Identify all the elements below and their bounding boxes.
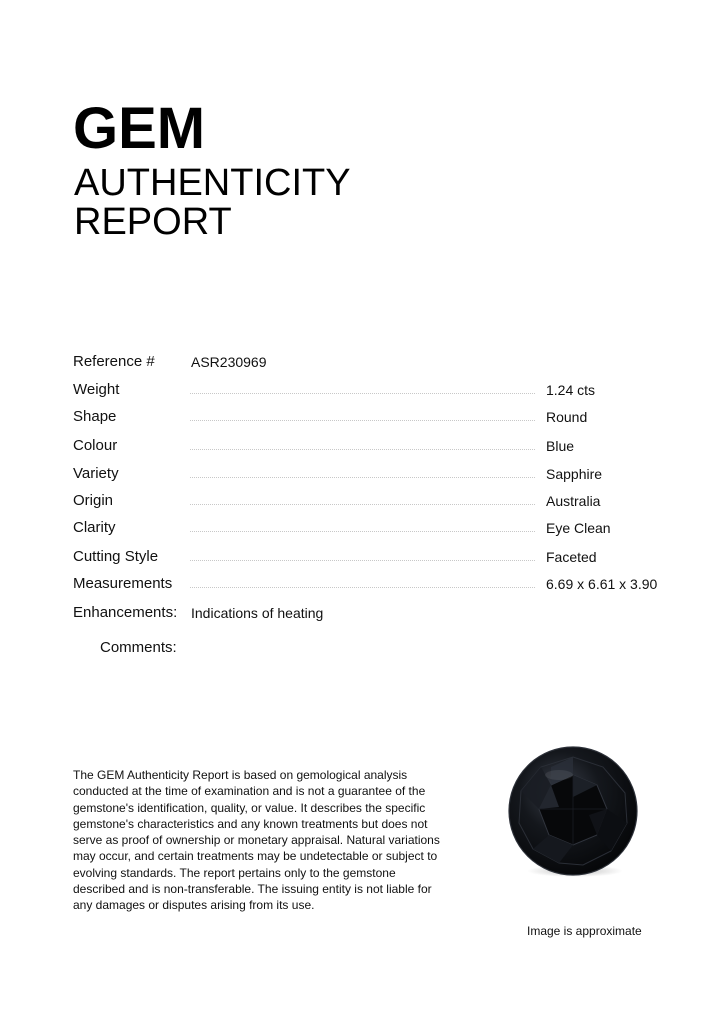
dotted-leader: [190, 449, 535, 450]
spec-value: 1.24 cts: [546, 382, 596, 398]
gemstone-icon: [507, 745, 641, 879]
dotted-leader: [190, 420, 535, 421]
spec-row-weight: [0, 380, 724, 400]
spec-value: Faceted: [546, 549, 597, 565]
spec-row-origin: [0, 491, 724, 511]
spec-row-clarity: [0, 518, 724, 538]
spec-row-shape: [0, 407, 724, 427]
spec-row-colour: [0, 436, 724, 456]
spec-value: Sapphire: [546, 466, 603, 482]
dotted-leader: [190, 560, 535, 561]
reference-label: Reference #: [73, 353, 155, 370]
dotted-leader: [190, 393, 535, 394]
enhancements-value: Indications of heating: [191, 605, 324, 621]
gemstone-image: [507, 745, 641, 879]
spec-value: 6.69 x 6.61 x 3.90: [546, 576, 658, 592]
spec-label: Cutting Style: [73, 548, 159, 565]
enhancements-row: [0, 603, 724, 623]
dotted-leader: [190, 587, 535, 588]
spec-label: Shape: [73, 408, 117, 425]
spec-value: Australia: [546, 493, 601, 509]
spec-row-cutting-style: [0, 547, 724, 567]
spec-value: Eye Clean: [546, 520, 611, 536]
dotted-leader: [190, 504, 535, 505]
disclaimer-text: The GEM Authenticity Report is based on gemological analysis conducted at the time of examination and is not a guarantee of the gemstone's identification, quality, or value. It describes the specific gemstone's characteristics and any known treatments but does not serve as proof of ownership or monetary appraisal. Natural variations may occur, and certain treatments may be undetectable or subject to evolving standards. The report pertains only to the gemstone described and is non-transferable. The issuing entity is not liable for any damages or disputes arising from its use.: [73, 768, 440, 913]
spec-row-variety: [0, 464, 724, 484]
spec-value: Blue: [546, 438, 575, 454]
spec-label: Colour: [73, 437, 118, 454]
spec-value: Round: [546, 409, 588, 425]
dotted-leader: [190, 477, 535, 478]
spec-label: Clarity: [73, 519, 116, 536]
spec-label: Measurements: [73, 575, 173, 592]
dotted-leader: [190, 531, 535, 532]
spec-row-measurements: [0, 574, 724, 594]
report-title-line1: AUTHENTICITY: [74, 162, 351, 204]
reference-row: [0, 352, 724, 372]
spec-label: Weight: [73, 381, 120, 398]
report-title-line2: REPORT: [74, 201, 232, 243]
enhancements-label: Enhancements:: [73, 604, 178, 621]
spec-label: Variety: [73, 465, 119, 482]
image-caption: Image is approximate: [527, 924, 642, 938]
spec-label: Origin: [73, 492, 114, 509]
comments-label: Comments:: [100, 639, 177, 656]
reference-value: ASR230969: [191, 354, 267, 370]
report-title-gem: GEM: [73, 96, 206, 161]
